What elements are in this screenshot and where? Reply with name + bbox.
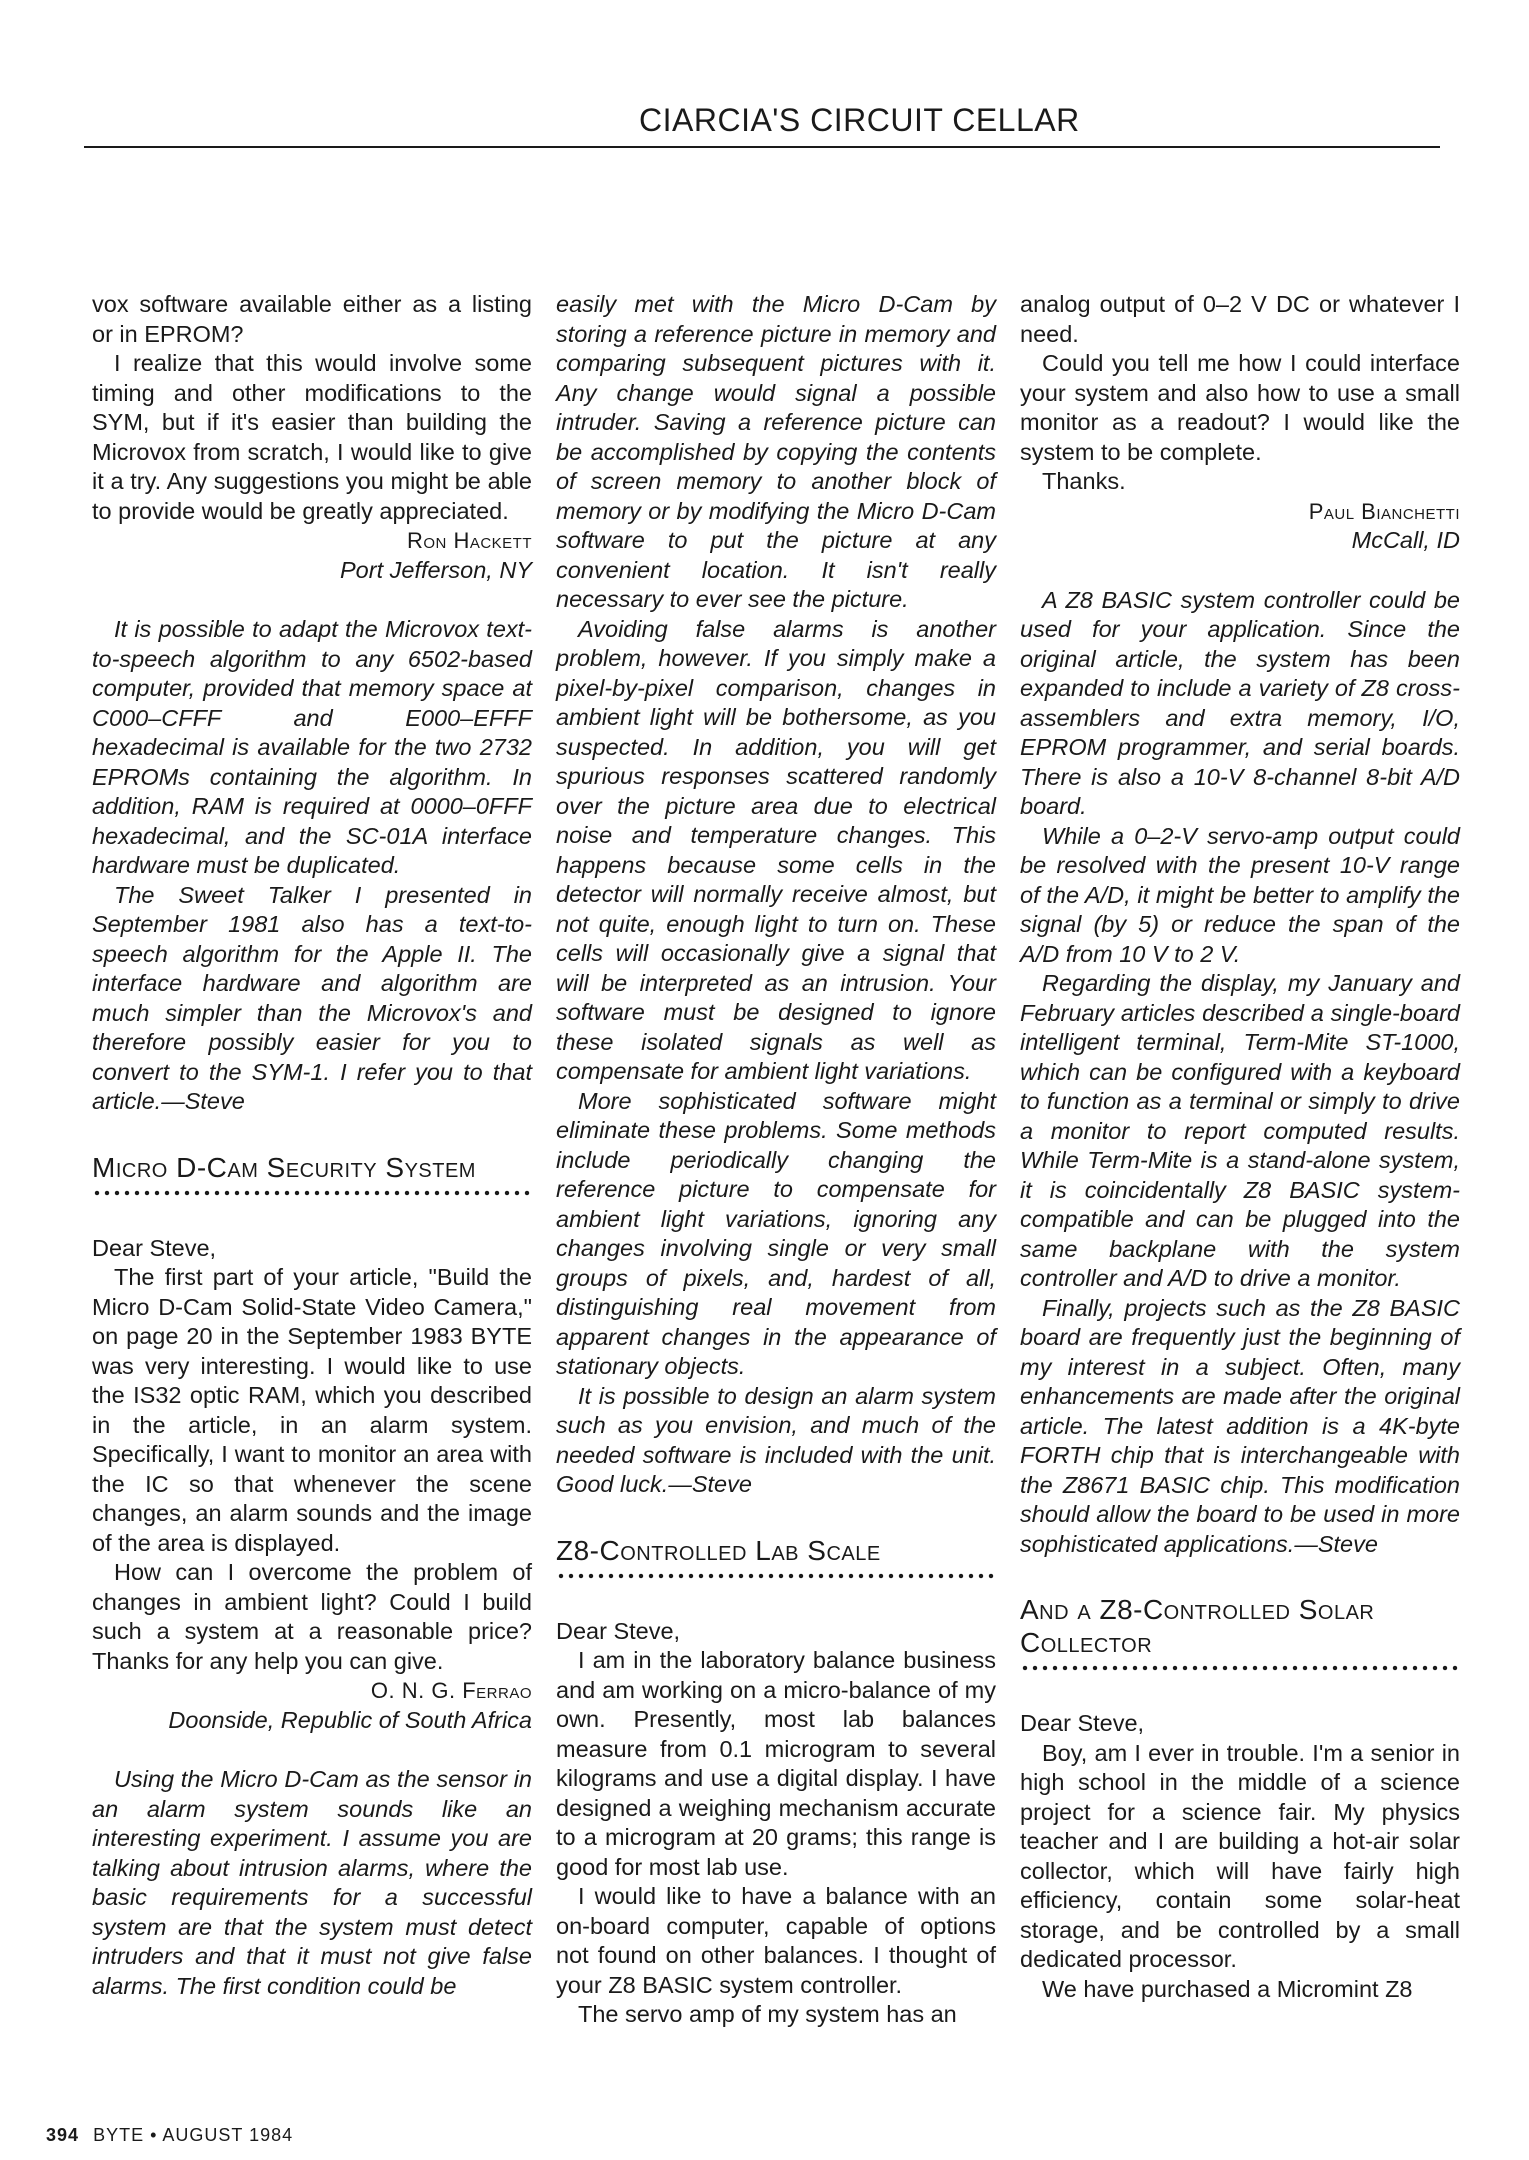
signature-name: Paul Bianchetti [1308,498,1460,524]
dotted-rule [92,1188,532,1198]
paragraph: I realize that this would involve some timing and other modifications to the SYM, but if it's easier than building the Microvox from scratch, I would like to give it a try. Any suggestions you might be able to provide would be greatly appreciated. [92,350,532,524]
paragraph: More sophisticated software might eliminate these problems. Some methods include periodically changing the reference picture to compensate for ambient light variations, ignoring any changes involving single or very small groups of pixels, and, hardest of all, distinguishing real movement from apparent changes in the appearance of stationary objects. [556,1087,996,1379]
page-header [84,100,1440,148]
column-2 [556,290,996,2030]
paragraph: Boy, am I ever in trouble. I'm a senior in high school in the middle of a science project for a science fair. My physics teacher and I are building a hot-air solar collector, which will have fairly high efficiency, contain some solar-heat storage, and be controlled by a small dedicated processor. [1020,1739,1460,1972]
dotted-rule [1020,1663,1460,1673]
paragraph: I would like to have a balance with an on-board computer, capable of options not found on other balances. I thought of your Z8 BASIC system controller. [556,1883,996,1998]
signature-name: O. N. G. Ferrao [370,1678,532,1703]
paragraph: Could you tell me how I could interface your system and also how to use a small monitor as a readout? I would like the system to be complete. [1020,350,1460,465]
paragraph: The servo amp of my system has an [578,2001,957,2027]
section-title: Z8-Controlled Lab Scale [556,1534,881,1566]
paragraph: The first part of your article, "Build the Micro D-Cam Solid-State Video Camera," on page 20 in the September 1983 BYTE was very interesting. I would like to use the IS32 optic RAM, which you described in the article, in an alarm system. Specifically, I want to monitor an area with the IC so that whenever the scene changes, an alarm sounds and the image of the area is displayed. [92,1264,532,1556]
page-footer [46,2125,293,2146]
reply [1020,586,1460,1560]
publication-info: BYTE • AUGUST 1984 [93,2125,294,2145]
paragraph: A Z8 BASIC system controller could be used for your application. Since the original article, the system has been expanded to include a variety of Z8 cross-assemblers and extra memory, I/O, EPROM programmer, and serial boards. There is also a 10-V 8-channel 8-bit A/D board. [1020,586,1460,819]
reply [556,290,996,1500]
salutation: Dear Steve, [1020,1710,1145,1736]
paragraph: Regarding the display, my January and February articles described a single-board intelligent terminal, Term-Mite ST-1000, which can be configured with a keyboard to function as a terminal or simply to drive a monitor to report computed results. While Term-Mite is a stand-alone system, it is coincidentally Z8 BASIC system-compatible and can be plugged into the same backplane with the system controller and A/D to drive a monitor. [1020,970,1460,1291]
page-number: 394 [46,2125,80,2145]
column-1 [92,290,532,2001]
header-title: CIARCIA'S CIRCUIT CELLAR [639,102,1080,138]
paragraph: While a 0–2-V servo-amp output could be resolved with the present 10-V range of the A/D, it might be better to amplify the signal (by 5) or reduce the span of the A/D from 10 V to 2 V. [1020,822,1460,967]
paragraph: It is possible to adapt the Microvox text-to-speech algorithm to any 6502-based computer, provided that memory space at C000–CFFF and E000–EFFF hexadecimal is available for the two 2732 EPROMs containing the algorithm. In addition, RAM is required at 0000–0FFF hexadecimal, and the SC-01A interface hardware must be duplicated. [92,616,532,878]
paragraph: Finally, projects such as the Z8 BASIC board are frequently just the beginning of my interest in a subject. Often, many enhancements are made after the original article. The latest addition is a 4K-byte FORTH chip that is interchangeable with the Z8671 BASIC chip. This modification should allow the board to be used in more sophisticated applications.—Steve [1020,1294,1460,1557]
paragraph: Thanks. [1042,468,1126,494]
paragraph: I am in the laboratory balance business and am working on a micro-balance of my own. Presently, most lab balances measure from 0.1 microgram to several kilograms and use a digital display. I have designed a weighing mechanism accurate to a microgram at 20 grams; this range is good for most lab use. [556,1647,996,1880]
section-title: And a Z8-Controlled Solar Collector [1020,1594,1375,1658]
signature-place: McCall, ID [1351,527,1460,553]
signature-place: Port Jefferson, NY [340,556,532,583]
paragraph: easily met with the Micro D-Cam by storing a reference picture in memory and comparing subsequent pictures with it. Any change would signal a possible intruder. Saving a reference picture can be accomplished by copying the contents of screen memory to another block of memory or by modifying the Micro D-Cam software to put the picture at any convenient location. It isn't really necessary to ever see the picture. [556,291,996,612]
paragraph: It is possible to design an alarm system such as you envision, and much of the needed software is included with the unit. Good luck.—Steve [556,1382,996,1497]
signature-name: Ron Hackett [406,528,532,553]
paragraph: vox software available either as a listing or in EPROM? [92,291,532,347]
column-3 [1020,290,1460,2004]
signature-place: Doonside, Republic of South Africa [168,1706,532,1733]
salutation: Dear Steve, [92,1234,217,1261]
dotted-rule [556,1571,996,1581]
paragraph: Avoiding false alarms is another problem, however. If you simply make a pixel-by-pixel comparison, changes in ambient light will be bothersome, as you suspected. In addition, you will get spurious responses scattered randomly over the picture area due to electrical noise and temperature changes. This happens because some cells in the detector will normally receive almost, but not quite, enough light to turn on. These cells will occasionally give a signal that will be interpreted as an intrusion. Your software must be designed to ignore these isolated signals as well as compensate for ambient light variations. [556,615,996,1084]
reply [92,1765,532,2001]
salutation: Dear Steve, [556,1617,681,1644]
paragraph: The Sweet Talker I presented in September 1981 also has a text-to-speech algorithm for the Apple II. The interface hardware and algorithm are much simpler than the Microvox's and therefore possibly easier for you to convert to the SYM-1. I refer you to that article.—Steve [92,881,532,1114]
section-title: Micro D-Cam Security System [92,1151,476,1183]
reply [92,615,532,1117]
paragraph: Using the Micro D-Cam as the sensor in an alarm system sounds like an interesting experiment. I assume you are talking about intrusion alarms, where the basic requirements for a successful system are that the system must detect intruders and that it must not give false alarms. The first condition could be [92,1766,532,1999]
paragraph: analog output of 0–2 V DC or whatever I need. [1020,291,1460,347]
paragraph: We have purchased a Micromint Z8 [1042,1975,1413,2002]
paragraph: How can I overcome the problem of changes in ambient light? Could I build such a system at a reasonable price? Thanks for any help you can give. [92,1559,532,1674]
